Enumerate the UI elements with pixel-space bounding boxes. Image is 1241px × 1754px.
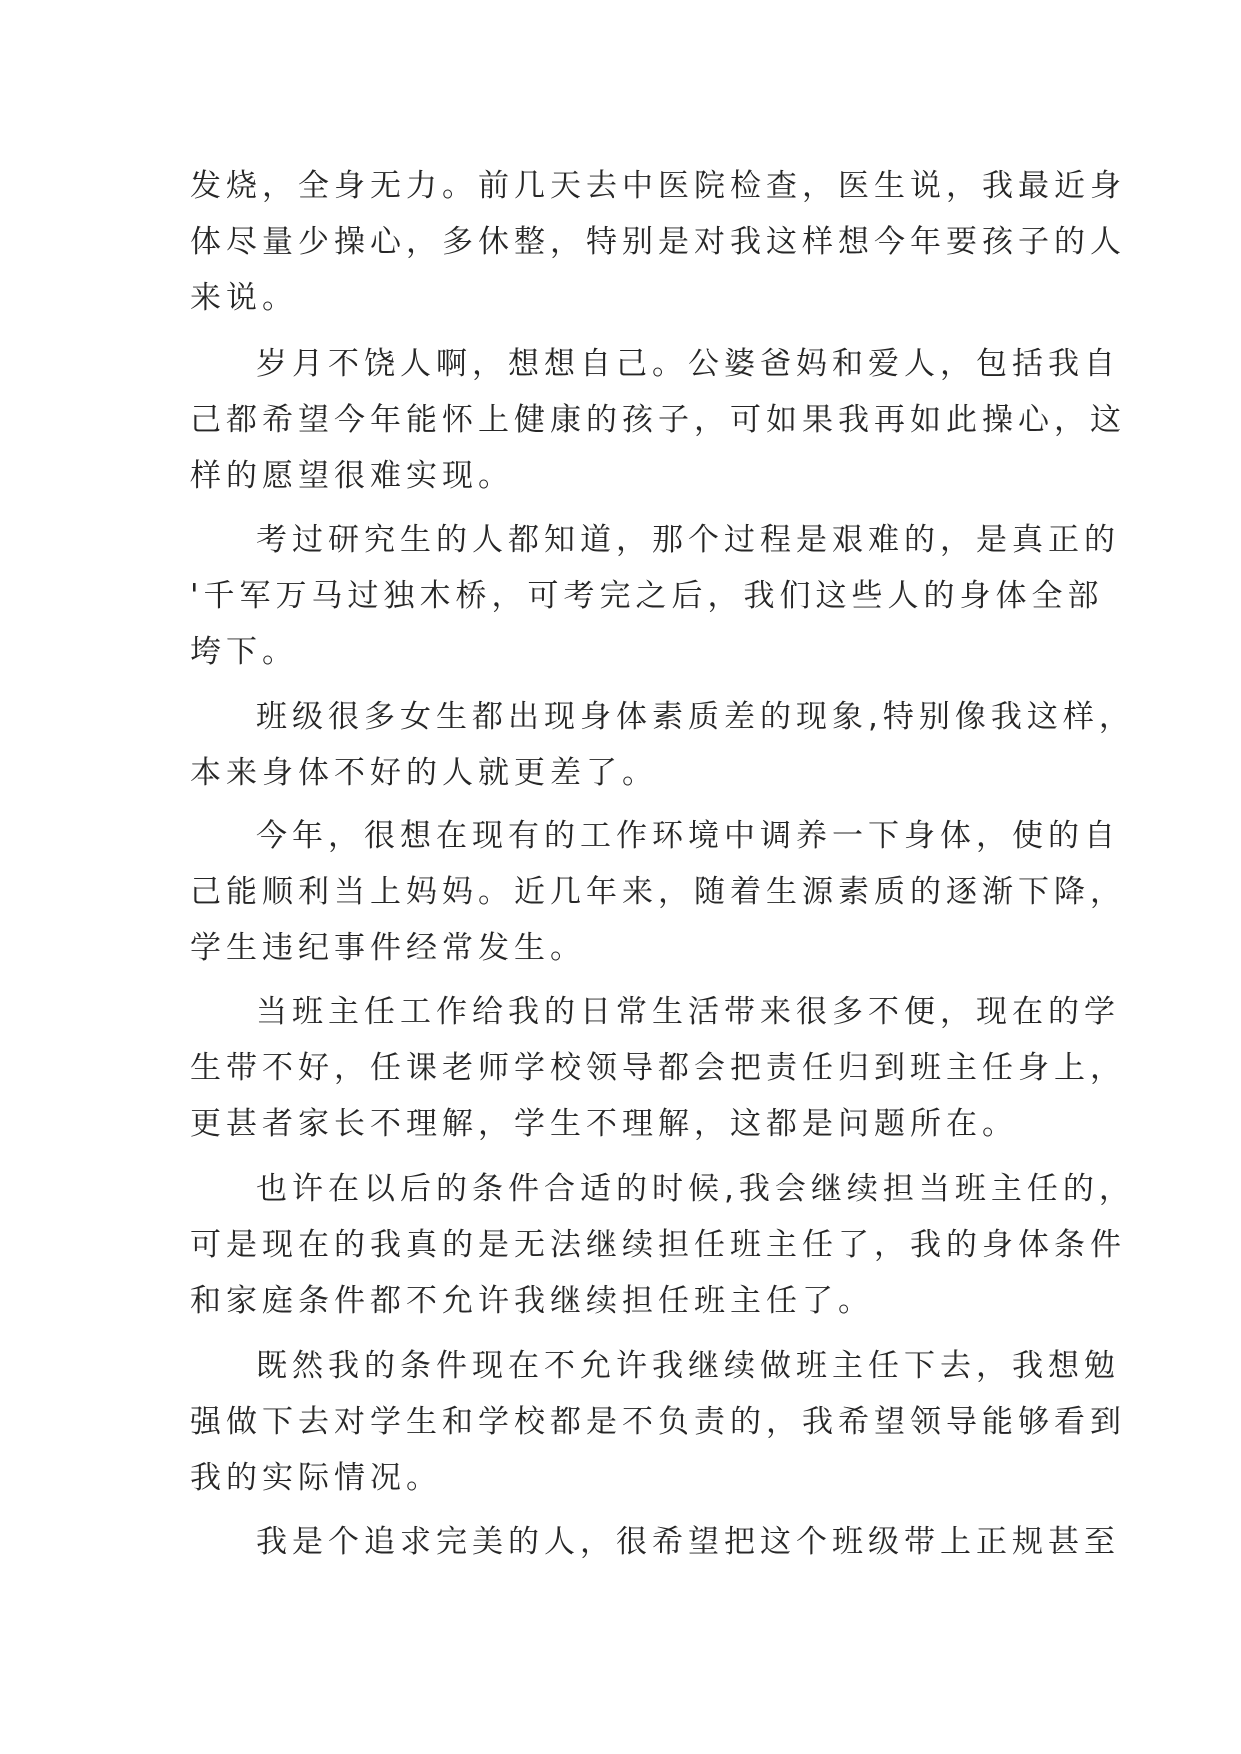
paragraph-first-line: 今年，很想在现有的工作环境中调养一下身体，使的自 — [256, 818, 1120, 854]
paragraph-first-line: 岁月不饶人啊，想想自己。公婆爸妈和爱人，包括我自 — [256, 346, 1120, 382]
text-line: 垮下。 — [190, 634, 298, 670]
text-line: '千军万马过独木桥，可考完之后，我们这些人的身体全部 — [190, 578, 1104, 614]
text-line: 本来身体不好的人就更差了。 — [190, 755, 658, 791]
paragraph-first-line: 班级很多女生都出现身体素质差的现象,特别像我这样， — [256, 699, 1135, 735]
text-line: 己能顺利当上妈妈。近几年来，随着生源素质的逐渐下降， — [190, 874, 1126, 910]
text-line: 来说。 — [190, 280, 298, 316]
paragraph-first-line: 当班主任工作给我的日常生活带来很多不便，现在的学 — [256, 994, 1120, 1030]
text-line: 学生违纪事件经常发生。 — [190, 930, 586, 966]
text-line: 强做下去对学生和学校都是不负责的，我希望领导能够看到 — [190, 1404, 1126, 1440]
paragraph-first-line: 也许在以后的条件合适的时候,我会继续担当班主任的， — [256, 1171, 1135, 1207]
text-line: 和家庭条件都不允许我继续担任班主任了。 — [190, 1283, 874, 1319]
text-line: 我的实际情况。 — [190, 1460, 442, 1496]
text-line: 生带不好，任课老师学校领导都会把责任归到班主任身上， — [190, 1050, 1126, 1086]
paragraph-first-line: 我是个追求完美的人，很希望把这个班级带上正规甚至 — [256, 1524, 1120, 1560]
text-line: 体尽量少操心，多休整，特别是对我这样想今年要孩子的人 — [190, 224, 1126, 260]
text-line: 可是现在的我真的是无法继续担任班主任了，我的身体条件 — [190, 1227, 1126, 1263]
paragraph-first-line: 既然我的条件现在不允许我继续做班主任下去，我想勉 — [256, 1348, 1120, 1384]
text-line: 更甚者家长不理解，学生不理解，这都是问题所在。 — [190, 1106, 1018, 1142]
text-line: 己都希望今年能怀上健康的孩子，可如果我再如此操心，这 — [190, 402, 1126, 438]
paragraph-first-line: 考过研究生的人都知道，那个过程是艰难的，是真正的 — [256, 522, 1120, 558]
text-line: 样的愿望很难实现。 — [190, 458, 514, 494]
text-line: 发烧，全身无力。前几天去中医院检查，医生说，我最近身 — [190, 168, 1126, 204]
